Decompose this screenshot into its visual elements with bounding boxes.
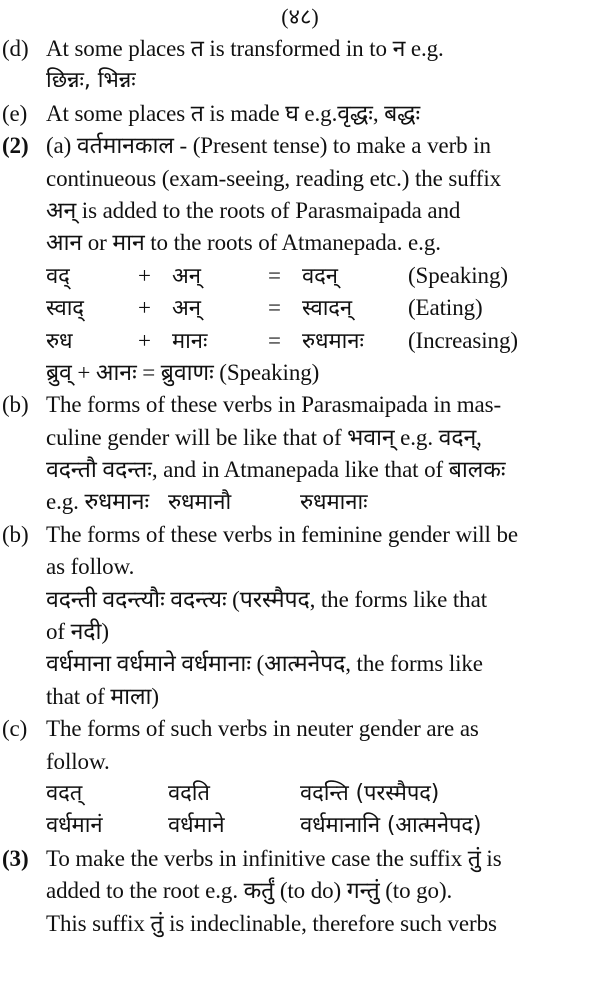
page-number: (४८) [281,4,319,29]
equation-root: स्वाद् [46,296,84,322]
item-c-line-2: follow. [46,748,110,774]
neuter-form-1: वर्धमानं [46,813,103,839]
item-b1-forms [2,486,598,518]
item-b2-text-1: The forms of these verbs in feminine gender will be [46,521,519,547]
item-c-marker: (c) [2,716,28,742]
equation-row-last: ब्रुव् + आनः = ब्रुवाणः (Speaking) [46,359,320,385]
equation-equals: = [268,295,281,321]
equation-row [2,292,598,324]
item-b2-line-5: वर्धमाना वर्धमाने वर्धमानाः (आत्मनेपद, the forms like [46,651,483,677]
item-c-line-1 [2,713,598,745]
item-d-line-2: छिन्नः, भिन्नः [46,68,136,94]
item-b2-line-4: of नदी) [46,619,109,645]
item-3-line-1 [2,843,598,875]
item-d-line-1 [2,33,598,65]
form-masculine-plural: रुधमानाः [300,490,368,516]
neuter-form-2: वदति [168,780,210,806]
item-b1-line-2: culine gender will be like that of भवान् e.g. वदन्, [46,424,482,450]
item-2-line-1 [2,130,598,162]
item-e-line-1 [2,98,598,130]
neuter-form-3: वर्धमानानि (आत्मनेपद) [300,813,482,839]
item-2-line-4: आन or मान to the roots of Atmanepada. e.g. [46,230,441,256]
form-masculine-singular: e.g. रुधमानः [46,489,150,515]
item-2-marker: (2) [2,133,29,159]
equation-plus: + [138,262,151,288]
item-2-line-2: continueous (exam-seeing, reading etc.) the suffix [46,165,502,191]
equation-meaning: (Speaking) [408,262,508,288]
item-e-text-1: At some places त is made घ e.g.वृद्धः, बद्धः [46,100,421,126]
item-3-text-1: To make the verbs in infinitive case the suffix तुं is [46,845,502,871]
item-b2-line-3: वदन्ती वदन्त्यौः वदन्त्यः (परस्मैपद, the forms like that [46,586,487,612]
equation-result: स्वादन् [302,296,352,322]
equation-result: वदन् [302,263,338,289]
equation-result: रुधमानः [302,328,364,354]
item-b2-marker: (b) [2,521,29,547]
equation-root: वद् [46,263,70,289]
equation-suffix: अन् [172,296,201,322]
equation-meaning: (Increasing) [408,327,518,353]
equation-row [2,325,598,357]
item-b1-text-1: The forms of these verbs in Parasmaipada in mas- [46,392,502,418]
neuter-form-1: वदत् [46,780,83,806]
item-2-text-1: (a) वर्तमानकाल - (Present tense) to make a verb in [46,133,491,159]
item-d-text-1: At some places त is transformed in to न e.g. [46,36,444,61]
equation-plus: + [138,327,151,353]
item-c-text-1: The forms of such verbs in neuter gender are as [46,716,479,742]
item-3-marker: (3) [2,845,29,871]
item-b1-marker: (b) [2,392,29,418]
form-masculine-dual: रुधमानौ [168,490,232,516]
item-b1-line-3: वदन्तौ वदन्तः, and in Atmanepada like that of बालकः [46,457,506,483]
item-2-line-3: अन् is added to the roots of Parasmaipada and [46,197,461,223]
neuter-form-2: वर्धमाने [168,813,225,839]
item-b2-line-1 [2,519,598,551]
equation-root: रुध [46,328,73,354]
page-content [2,33,598,940]
item-e-marker: (e) [2,100,28,126]
item-3-line-2: added to the root e.g. कर्तुं (to do) गन्तुं (to go). [46,878,453,904]
item-d-marker: (d) [2,36,29,61]
equation-suffix: अन् [172,263,201,289]
equation-equals: = [268,327,281,353]
neuter-forms-row [2,810,598,842]
neuter-form-3: वदन्ति (परस्मैपद) [300,780,440,806]
equation-suffix: मानः [172,328,208,354]
item-3-line-3: This suffix तुं is indeclinable, therefore such verbs [46,910,497,936]
equation-equals: = [268,262,281,288]
item-b2-line-2: as follow. [46,554,135,580]
neuter-forms-row [2,778,598,810]
equation-row [2,260,598,292]
equation-meaning: (Eating) [408,295,483,321]
item-b1-line-1 [2,389,598,421]
item-b2-line-6: that of माला) [46,683,159,709]
equation-plus: + [138,295,151,321]
